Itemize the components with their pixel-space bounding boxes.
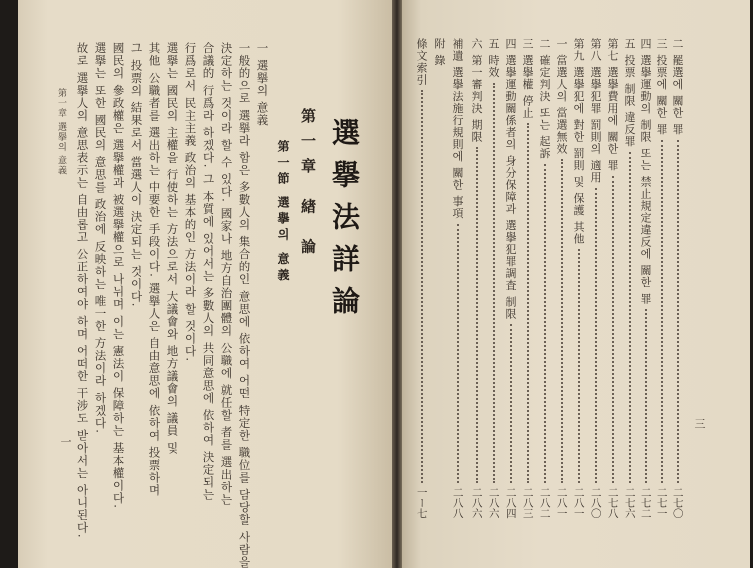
toc-leader [421, 90, 423, 483]
page-number: 三 [693, 418, 706, 429]
toc-entry-title: 一 當選人의 當選無效 [555, 38, 568, 155]
running-head: 第一章 選擧의 意義 [56, 88, 66, 176]
toc-entry [416, 38, 427, 518]
toc-entry [656, 38, 667, 518]
toc-entry-page: 二七八 [606, 486, 619, 518]
toc-entry-page: 二八二 [538, 486, 551, 518]
toc-leader [457, 224, 459, 483]
toc-entry [590, 38, 601, 518]
body-column: 其他 公職者를 選出하는 中要한 手段이다. 選擧人은 自由意思에 依하여 投票하며 [147, 42, 162, 497]
toc-leader [510, 324, 512, 483]
body-column: 一般的으로 選擧라 함은 多數人의 集合的인 意思에 依하여 어떤 特定한 職位를 담당할 사람을 [237, 42, 252, 568]
toc-entry-page: 二八〇 [589, 486, 602, 518]
body-column: 그 投票의 結果로서 當選人이 決定되는 것이다. [129, 42, 144, 308]
toc-entry-title: 三 選擧權 停止 [521, 38, 534, 119]
toc-entry [672, 38, 683, 518]
toc-entry-title: 五 時效 [487, 38, 500, 79]
toc-entry-title: 條文索引 [415, 38, 428, 86]
chapter-heading: 第一章 緖 論 [299, 108, 317, 264]
toc-entry [539, 38, 550, 518]
toc-entry-page: 一ー七 [415, 486, 428, 518]
toc-entry [471, 38, 482, 518]
toc-entry-page: 二七〇 [671, 486, 684, 518]
toc-entry [624, 38, 635, 518]
toc-leader [645, 309, 647, 483]
toc-leader [677, 140, 679, 483]
toc-entry-title: 附 錄 [433, 38, 446, 67]
toc-leader [612, 176, 614, 483]
toc-leader [661, 140, 663, 483]
toc-entry-title: 二 罷選에 關한 罪 [671, 38, 684, 136]
toc-entry-title: 四 選擧運動關係者의 身分保障과 選擧犯罪調査 制限 [504, 38, 517, 320]
toc-entry [573, 38, 584, 518]
toc-entry-page: 二八六 [470, 486, 483, 518]
toc-leader [493, 83, 495, 483]
book-spine [392, 0, 402, 568]
toc-entry-page: 二八四 [504, 486, 517, 518]
toc-entry-title: 第七 選擧費用에 關한 罪 [606, 38, 619, 172]
toc-entry [434, 38, 445, 67]
toc-leader [544, 164, 546, 483]
toc-leader [561, 159, 563, 483]
toc-entry [452, 38, 463, 518]
toc-entry [522, 38, 533, 518]
toc-entry-title: 補遺 選擧法施行規則에 關한 事項 [451, 38, 464, 220]
toc-entry-title: 第九 選擧犯에 對한 罰則 및 保護 其他 [572, 38, 585, 245]
body-column: 決定하는 것이라 할 수 있다. 國家나 地方自治團體의 公職에 就任할 者를 選出하는 [219, 42, 234, 506]
book-title: 選擧法詳論 [328, 118, 361, 328]
toc-entry [607, 38, 618, 518]
page-number: 一 [59, 436, 72, 447]
body-column: 選擧는 國民의 主權을 行使하는 方法으로서 大議會와 地方議會의 議員 및 [165, 42, 180, 455]
toc-entry-title: 五 投票 制限 違反罪 [623, 38, 636, 148]
toc-entry-page: 二八八 [451, 486, 464, 518]
toc-entry-title: 二 確定判決 또는 起訴 [538, 38, 551, 160]
toc-leader [476, 147, 478, 483]
body-column: 故로 選擧人의 意思表示는 自由롭고 公正하여야 하며 어떠한 干涉도 받아서는 아니된다. [75, 42, 90, 539]
body-column: 國民의 參政權은 選擧權과 被選擧權으로 나뉘며 이는 憲法이 保障하는 基本權이다. [111, 42, 126, 509]
toc-entry [640, 38, 651, 518]
body-column: 合議的 行爲라 하겠다. 그 本質에 있어서는 多數人의 共同意思에 依하여 決定되는 [201, 42, 216, 502]
toc-entry [505, 38, 516, 518]
toc-leader [527, 123, 529, 483]
toc-entry-title: 四 選擧運動의 制限 또는 禁止規定違反에 關한 罪 [639, 38, 652, 305]
body-column: 行爲로서 民主主義 政治의 基本的인 方法이라 할 것이다. [183, 42, 198, 363]
toc-leader [595, 188, 597, 483]
toc-leader [629, 152, 631, 483]
toc-entry [488, 38, 499, 518]
section-heading: 第一節 選擧의 意義 [276, 140, 290, 285]
body-column: 一 選擧의 意義 [255, 42, 270, 127]
toc-entry-title: 三 投票에 關한 罪 [655, 38, 668, 136]
toc-entry-page: 二七一 [655, 486, 668, 518]
toc-entry-page: 二七二 [639, 486, 652, 518]
body-column: 選擧는 또한 國民의 意思를 政治에 反映하는 唯一한 方法이라 하겠다. [93, 42, 108, 434]
toc-entry [556, 38, 567, 518]
toc-entry-page: 二八一 [555, 486, 568, 518]
toc-entry-page: 二八一 [572, 486, 585, 518]
toc-entry-title: 第八 選擧犯罪 罰則의 適用 [589, 38, 602, 184]
toc-entry-page: 二八三 [521, 486, 534, 518]
toc-entry-page: 二八六 [487, 486, 500, 518]
toc-entry-page: 二七六 [623, 486, 636, 518]
toc-entry-title: 六 第一審判決 期限 [470, 38, 483, 143]
toc-leader [578, 249, 580, 483]
